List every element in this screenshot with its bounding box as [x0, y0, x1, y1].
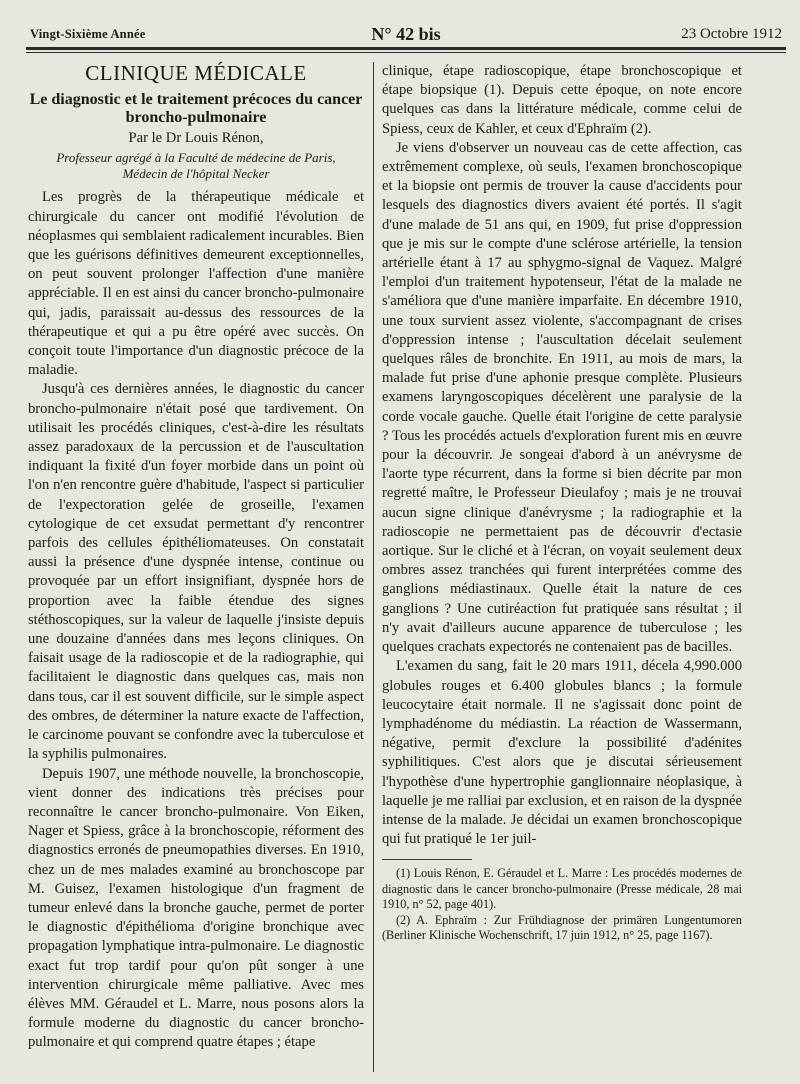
left-column: [28, 62, 364, 1053]
header-rule: [26, 47, 786, 50]
footnote: (1) Louis Rénon, E. Géraudel et L. Marre : Les procédés modernes de diagnostic dans le cancer broncho-pulmonaire (Presse médicale, 28 mai 1910, n° 52, page 401).: [382, 866, 742, 912]
affiliation-line-1: Professeur agrégé à la Faculté de médecine de Paris,: [56, 150, 336, 166]
paragraph-continued: clinique, étape radioscopique, étape bronchoscopique et étape biopsique (1). Depuis cette époque, on note encore quelques cas dans la littérature médicale, comme celui de Spiess, ceux de Kahler, et ceux d'Ephraïm (2).: [382, 63, 742, 137]
right-column: [382, 62, 742, 944]
author-affiliation: [28, 150, 364, 182]
issue-number: N° 42 bis: [371, 24, 441, 44]
footnote-rule: [382, 859, 472, 860]
article-title: Le diagnostic et le traitement précoces du cancer broncho-pulmonaire: [29, 91, 363, 127]
volume-label: Vingt-Sixième Année: [30, 27, 146, 41]
issue-date: 23 Octobre 1912: [681, 26, 782, 42]
paragraph: Les progrès de la thérapeutique médicale et chirurgicale du cancer ont modifié l'évolution de néoplasmes qui semblaient radicalement incurables. Bien que les guérisons définitives demeurent exceptionnelles, on peut souvent prolonger l'affection d'une manière appréciable. Il en est ainsi du cancer broncho-pulmonaire qui, jadis, paraissait au-dessus des ressources de la thérapeutique et qui a pu être opéré avec succès. On conçoit toute l'importance d'un diagnostic précoce de la maladie.: [28, 189, 364, 379]
paragraph: Je viens d'observer un nouveau cas de cette affection, cas extrêmement complexe, où seuls, l'examen bronchoscopique et la biopsie ont permis de trouver la cause d'accidents pour lesquels des diagnostics divers avaient été portés. Il s'agit d'une malade de 51 ans qui, en 1909, fut prise d'oppression que je mis sur le compte d'une sclérose artérielle, la tension artérielle étant à 17 au sphygmo-signal de Vaquez. Malgré l'emploi d'un traitement hypotenseur, l'état de la malade ne s'améliora que d'une manière imparfaite. En décembre 1910, une toux survient assez violente, s'accompagnant de crises d'oppression intense ; l'auscultation décelait seulement quelques râles de bronchite. En 1911, au mois de mars, la malade fut prise d'une aphonie presque complète. Plusieurs examens laryngoscopiques décelèrent une paralysie de la corde vocale gauche. Quelle était l'origine de cette paralysie ? Tous les procédés actuels d'exploration furent mis en œuvre pour la découvrir. Je songeai d'abord à un anévrysme de l'aorte type récurrent, dans la forme si bien décrite par mon regretté maître, le Professeur Dieulafoy ; mais je ne trouvai aucun signe clinique d'anévrysme ; la radiographie et la radioscopie ne permettaient pas de découvrir d'ectasie aortique. Sur le cliché et à l'écran, on voyait seulement deux ombres assez tranchées qui furent interprétées comme des ganglions médiastinaux. Quelle était la nature de ces ganglions ? Une cutiréaction fut pratiquée sans résultat ; il n'y avait d'ailleurs aucune apparence de tuberculose ; les quelques crachats expectorés ne contenaient pas de bacilles.: [382, 139, 742, 656]
header-rule-thin: [26, 52, 786, 53]
section-title: CLINIQUE MÉDICALE: [85, 61, 307, 85]
page-header: [30, 24, 782, 44]
affiliation-line-2: Médecin de l'hôpital Necker: [122, 166, 270, 182]
paragraph: Jusqu'à ces dernières années, le diagnostic du cancer broncho-pulmonaire n'était posé que tardivement. On utilisait les procédés cliniques, c'est-à-dire les résultats assez paradoxaux de la percussion et de l'auscultation indiquant la fixité d'un foyer morbide dans un point où l'on n'en rencontre guère d'habitude, l'aspect si particulier de l'expectoration gelée de groseille, l'examen cytologique de cet exsudat permettant d'y rencontrer parfois des cellules épithéliomateuses. On constatait aussi la présence d'une dyspnée intense, continue ou provoquée par un effort insignifiant, dyspnée hors de proportion avec la faible étendue des signes stéthoscopiques, sur la valeur de laquelle j'insiste depuis une douzaine d'années dans mes leçons cliniques. On faisait usage de la radioscopie et de la radiographie, qui facilitaient le diagnostic dans quelques cas, mais non dans tous, car il est souvent difficile, sur le simple aspect des ombres, de déterminer la nature exacte de l'affection, le carcinome pouvant se confondre avec la tuberculose et la syphilis pulmonaires.: [28, 381, 364, 763]
paragraph: Depuis 1907, une méthode nouvelle, la bronchoscopie, vient donner des indications très précises pour reconnaître le cancer broncho-pulmonaire. Von Eiken, Nager et Spiess, grâce à la bronchoscopie, réforment des diagnostics erronés de pneumopathies diverses. En 1910, chez un de mes malades examiné au bronchoscope par M. Guisez, l'examen histologique d'un fragment de tumeur enlevé dans la bronche gauche, permet de porter le diagnostic d'épithélioma d'origine bronchique avec propagation lymphatique intra-pulmonaire. Le diagnostic exact fut trop tardif pour qu'on pût songer à une intervention chirurgicale même palliative. Avec mes élèves MM. Géraudel et L. Marre, nous posons alors la formule moderne du diagnostic du cancer broncho-pulmonaire et qui comprend quatre étapes ; étape: [28, 765, 364, 1051]
author-byline: Par le Dr Louis Rénon,: [128, 130, 264, 147]
footnote: (2) A. Ephraïm : Zur Frühdiagnose der primären Lungentumoren (Berliner Klinische Wochenschrift, 17 juin 1912, n° 25, page 1167).: [382, 912, 742, 943]
paragraph: L'examen du sang, fait le 20 mars 1911, décela 4,990.000 globules rouges et 6.400 globules blancs ; la formule leucocytaire était normale. Il ne s'agissait donc point de lymphadénome du médiastin. La réaction de Wassermann, négative, permit d'exclure la possibilité d'adénites syphilitiques. C'est alors que je discutai sérieusement l'hypothèse d'une hypertrophie ganglionnaire néoplasique, à laquelle je me ralliai par exclusion, et en raison de la dyspnée intense de la malade. Je décidai un examen bronchoscopique qui fut pratiqué le 1er juil-: [382, 658, 742, 848]
column-divider: [373, 62, 374, 1072]
